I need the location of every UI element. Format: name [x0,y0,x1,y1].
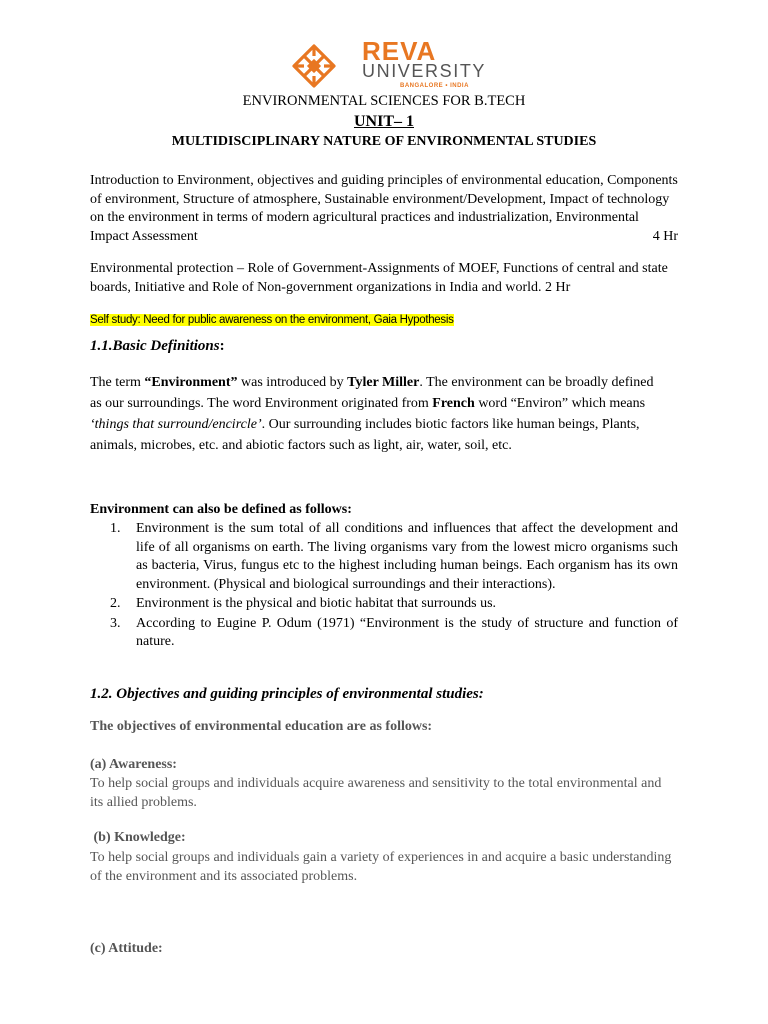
knowledge-label: (b) Knowledge: [90,830,186,845]
defined-as-follows-heading: Environment can also be defined as follows: [90,502,352,517]
syllabus-text-1: Introduction to Environment, objectives and guiding principles of environmental education, Components of environment, Structure of atmosphere, Sustainable environment/Development, Impact of technology on the environment in terms of modern agricultural practices and industrialization, Environmental Impact Assessment [90,173,678,244]
list-item: 3. According to Eugine P. Odum (1971) “Environment is the study of structure and function of nature. [110,615,678,649]
awareness-text: To help social groups and individuals acquire awareness and sensitivity to the total environmental and its allied problems. [90,776,662,810]
syllabus-paragraph-2 [90,260,690,297]
objectives-heading: The objectives of environmental education are as follows: [90,719,433,734]
unit-subtitle: MULTIDISCIPLINARY NATURE OF ENVIRONMENTAL STUDIES [171,134,597,149]
logo-university-text: UNIVERSITY [362,61,487,81]
self-study-note [90,310,454,328]
hours-1: 4 Hr [652,228,678,244]
syllabus-paragraph-1 [90,172,678,246]
list-item: 2. Environment is the physical and biotic habitat that surrounds us. [110,596,497,611]
reva-knot-icon [290,42,338,90]
definition-paragraph: The term “Environment” was introduced by Tyler Miller. The environment can be broadly defined as our surroundings. The word Environment originated from French word “Environ” which means ‘things that surround/encircle’. Our surrounding includes biotic factors like human beings, Plants, animals, microbes, etc. and abiotic factors such as light, air, water, soil, etc. [90,375,654,453]
unit-title: UNIT– 1 [353,113,414,130]
course-title: ENVIRONMENTAL SCIENCES FOR B.TECH [242,93,526,109]
hours-2: 2 Hr [545,279,571,295]
knowledge-text: To help social groups and individuals gain a variety of experiences in and acquire a basic understanding of the environment and its associated problems. [90,850,672,884]
list-item: 1. Environment is the sum total of all conditions and influences that affect the development and life of all organisms on earth. The living organisms vary from the lowest micro organisms such as bacteria, Virus, fungus etc to the highest including human beings. Each organism has its own environment. (Physical and biological surroundings and their interactions). [110,521,678,592]
university-logo [0,34,768,94]
syllabus-text-2: Environmental protection – Role of Government-Assignments of MOEF, Functions of central and state boards, Initiative and Role of Non-government organizations in India and world. [90,261,668,295]
awareness-label: (a) Awareness: [90,757,177,772]
section-heading-basic-definitions: 1.1.Basic Definitions: [90,338,225,354]
section-heading-objectives: 1.2. Objectives and guiding principles of environmental studies: [90,686,484,702]
definitions-list [110,520,678,652]
self-study-highlight: Self study: Need for public awareness on the environment, Gaia Hypothesis [90,314,454,326]
logo-reva-text: REVA [362,36,437,66]
logo-city-text: BANGALORE • INDIA [400,83,469,89]
attitude-label: (c) Attitude: [90,941,163,956]
